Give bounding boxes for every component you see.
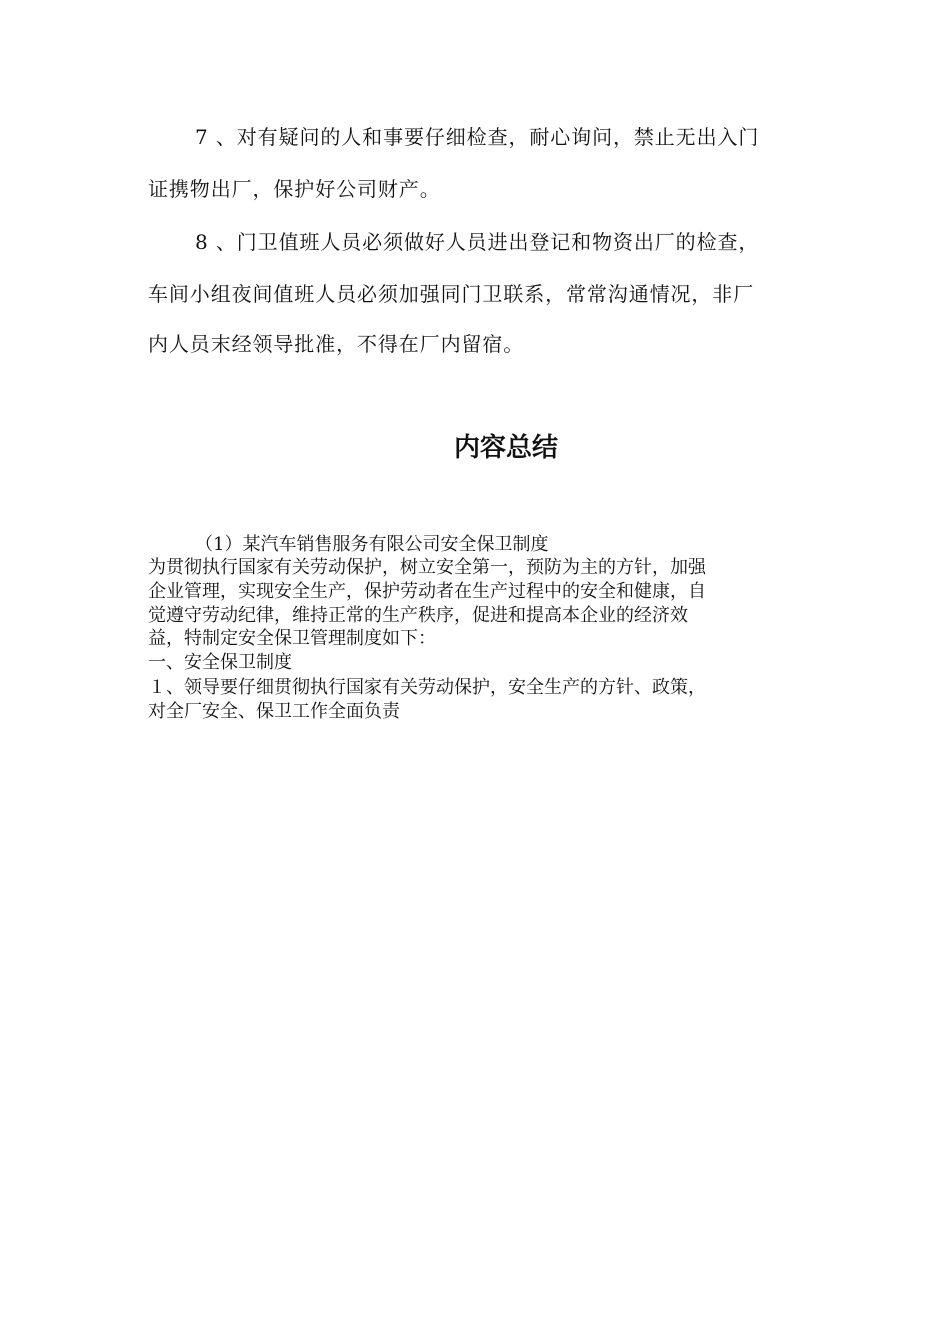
summary-line-7: １、领导要仔细贯彻执行国家有关劳动保护，安全生产的方针、政策， <box>148 677 706 698</box>
item-8-line-3: 内人员末经领导批准，不得在厂内留宿。 <box>148 332 525 356</box>
summary-line-5: 益，特制定安全保卫管理制度如下： <box>148 628 436 649</box>
item-8-line-1: 8 、门卫值班人员必须做好人员进出登记和物资出厂的检查， <box>195 230 760 254</box>
item-8-line-2: 车间小组夜间值班人员必须加强同门卫联系，常常沟通情况，非厂 <box>148 282 755 306</box>
summary-line-6: 一、安全保卫制度 <box>148 652 292 673</box>
summary-line-2: 为贯彻执行国家有关劳动保护，树立安全第一，预防为主的方针，加强 <box>148 557 706 578</box>
item-7-line-1: 7 、对有疑问的人和事要仔细检查，耐心询问，禁止无出入门 <box>195 125 760 149</box>
summary-line-4: 觉遵守劳动纪律，维持正常的生产秩序，促进和提高本企业的经济效 <box>148 605 688 626</box>
summary-line-1: （1）某汽车销售服务有限公司安全保卫制度 <box>195 534 549 555</box>
summary-heading: 内容总结 <box>453 433 558 463</box>
summary-line-3: 企业管理，实现安全生产，保护劳动者在生产过程中的安全和健康，自 <box>148 581 706 602</box>
item-7-line-2: 证携物出厂，保护好公司财产。 <box>148 177 441 201</box>
summary-line-8: 对全厂安全、保卫工作全面负责 <box>148 701 400 722</box>
